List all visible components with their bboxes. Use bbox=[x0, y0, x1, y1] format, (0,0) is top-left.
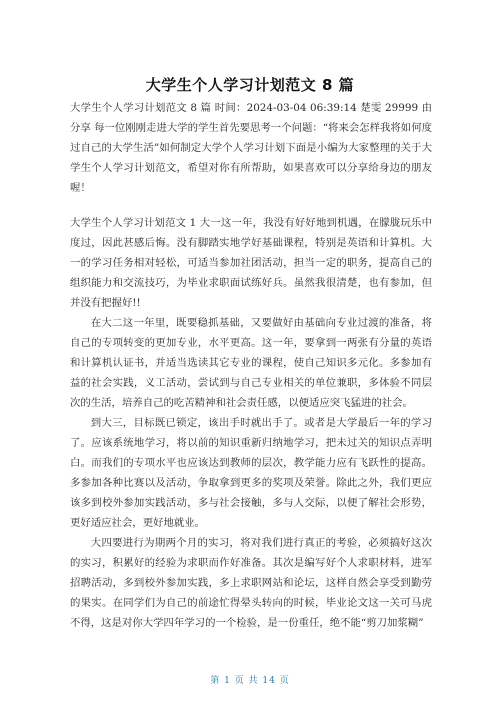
document-title: 大学生个人学习计划范文 8 篇 bbox=[145, 76, 355, 94]
page-footer bbox=[0, 673, 500, 686]
page-number-label: 第 1 页 共 14 页 bbox=[210, 676, 290, 686]
paragraph-3: 到大三，目标既已锁定，该出手时就出手了。或者是大学最后一年的学习了。应该系统地学习，将以前的知识重新归纳地学习，把未过关的知识点弄明白。而我们的专项水平也应该达到教师的层次，教学能力应有飞跃性的提高。多参加各种比赛以及活动，争取拿到更多的奖项及荣誉。除此之外，我们更应该多到校外参加实践活动，多与社会接触，多与人交际，以便了解社会形势，更好适应社会，更好地就业。 bbox=[70, 417, 432, 529]
intro-block bbox=[70, 98, 432, 198]
paragraph-1: 大学生个人学习计划范文 1 大一这一年，我没有好好地到机遇，在朦胧玩乐中度过，因此甚感后悔。没有脚踏实地学好基础课程，特别是英语和计算机。大一的学习任务相对轻松，可适当参加社团活动，担当一定的职务，提高自己的组织能力和交流技巧，为毕业求职面试练好兵。虽然我很清楚，也有参加，但并没有把握好!! bbox=[70, 217, 432, 309]
intro-paragraph: 大学生个人学习计划范文 8 篇 时间：2024-03-04 06:39:14 楚雯 29999 由 分享 每一位刚刚走进大学的学生首先要思考一个问题：“将来会怎样我将如何度过自己的大学生活”如何制定大学个人学习计划下面是小编为大家整理的关于大学生个人学习计划范文，希望对你有所帮助，如果喜欢可以分享给身边的朋友喔！ bbox=[70, 102, 432, 194]
paragraph-4: 大四要进行为期两个月的实习，将对我们进行真正的考验，必须搞好这次的实习，积累好的经验为求职而作好准备。其次是编写好个人求职材料，进军招聘活动，多到校外参加实践，多上求职网站和论坛，这样自然会享受到勤劳的果实。在同学们为自己的前途忙得晕头转向的时候，毕业论文这一关可马虎不得，这是对你大学四年学习的一个检验，是一份重任，绝不能“剪刀加浆糊” bbox=[70, 537, 432, 629]
content-block bbox=[70, 213, 432, 633]
paragraph-2: 在大二这一年里，既要稳抓基础，又要做好由基础向专业过渡的准备，将自己的专项转变的更加专业，水平更高。这一年，要拿到一两张有分量的英语和计算机认证书，并适当选读其它专业的课程，使自己知识多元化。多参加有益的社会实践，义工活动，尝试到与自己专业相关的单位兼职，多体验不同层次的生活，培养自己的吃苦精神和社会责任感，以便适应突飞猛进的社会。 bbox=[70, 317, 432, 409]
